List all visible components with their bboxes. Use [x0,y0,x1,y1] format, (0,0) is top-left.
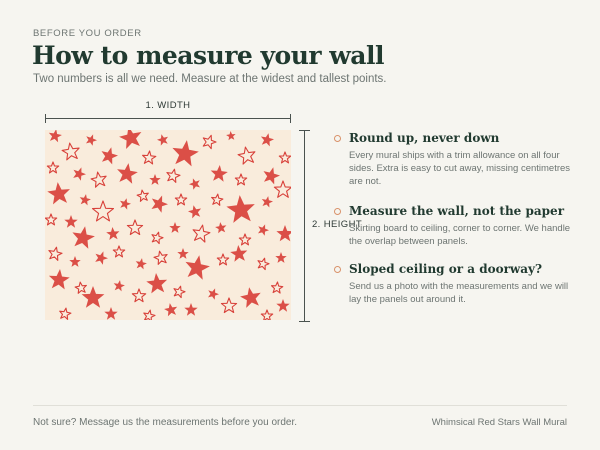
filled-star-icon [157,134,168,145]
filled-star-icon [102,147,119,164]
height-dimension [298,130,312,322]
tip-title: Measure the wall, not the paper [349,204,565,218]
filled-star-icon [119,130,141,149]
outline-star-icon [127,220,142,235]
filled-star-icon [106,227,119,240]
filled-star-icon [47,182,70,204]
page-subtitle: Two numbers is all we need. Measure at the widest and tallest points. [33,73,387,85]
outline-star-icon [152,232,163,243]
outline-star-icon [175,194,186,205]
outline-star-icon [174,286,185,297]
filled-star-icon [184,303,197,316]
filled-star-icon [262,196,273,207]
filled-star-icon [188,205,201,218]
outline-star-icon [132,289,145,302]
filled-star-icon [49,130,62,142]
outline-star-icon [258,258,269,269]
filled-star-icon [261,133,274,146]
outline-star-icon [217,254,228,265]
filled-star-icon [186,255,210,280]
outline-star-icon [212,194,223,205]
filled-star-icon [95,251,108,264]
outline-star-icon [274,181,291,197]
filled-star-icon [120,198,131,209]
filled-star-icon [226,195,254,223]
filled-star-icon [49,269,70,289]
filled-star-icon [189,178,200,189]
outline-star-icon [137,190,148,201]
height-dimension-line [304,130,305,322]
filled-star-icon [172,140,198,166]
filled-star-icon [72,226,95,249]
filled-star-icon [152,196,169,213]
tip-title: Sloped ceiling or a doorway? [349,262,543,276]
filled-star-icon [208,288,219,299]
filled-star-icon [276,225,291,241]
outline-star-icon [238,147,255,164]
outline-star-icon [235,174,246,185]
filled-star-icon [240,287,261,308]
mural-preview-image [45,130,291,320]
page-title: How to measure your wall [32,41,385,70]
filled-star-icon [146,273,167,293]
outline-star-icon [47,162,58,173]
filled-star-icon [230,245,247,262]
filled-star-icon [69,256,80,267]
measuring-tips [334,130,574,306]
outline-star-icon [272,282,283,293]
tip-body: Every mural ships with a trim allowance on all four sides. Extra is easy to cut away, missing centimetres are not. [349,150,571,187]
filled-star-icon [276,299,289,312]
bullet-icon [334,208,341,215]
height-label: 2. HEIGHT [312,219,363,230]
filled-star-icon [215,222,226,233]
tip-measure-wall [334,204,574,248]
outline-star-icon [261,310,272,320]
filled-star-icon [211,165,228,182]
filled-star-icon [149,174,160,185]
filled-star-icon [164,303,177,316]
outline-star-icon [144,310,155,320]
outline-star-icon [143,151,156,164]
stars-pattern [45,130,291,320]
outline-star-icon [45,214,56,225]
filled-star-icon [177,248,188,259]
tip-title: Round up, never down [349,131,500,145]
width-dimension-line [45,118,291,119]
filled-star-icon [258,224,269,235]
height-tick-top [299,130,310,131]
outline-star-icon [221,298,236,313]
eyebrow-label: BEFORE YOU ORDER [33,28,142,39]
filled-star-icon [169,222,180,233]
outline-star-icon [93,201,114,221]
filled-star-icon [80,194,91,205]
width-tick-left [45,114,46,123]
footer-help-text: Not sure? Message us the measurements before you order. [33,417,298,428]
width-dimension [45,96,291,122]
tip-body: Send us a photo with the measurements and we will lay the panels out around it. [349,281,569,305]
tip-sloped-ceiling [334,262,574,306]
filled-star-icon [264,167,281,184]
filled-star-icon [136,258,147,269]
filled-star-icon [117,163,138,184]
outline-star-icon [279,152,290,163]
outline-star-icon [113,246,124,257]
width-tick-right [290,114,291,123]
outline-star-icon [75,282,86,293]
bullet-icon [334,266,341,273]
filled-star-icon [73,167,86,180]
tip-body: Skirting board to ceiling, corner to corner. We handle the overlap between panels. [349,223,571,247]
outline-star-icon [203,135,216,148]
filled-star-icon [104,307,117,320]
outline-star-icon [239,234,250,245]
width-label: 1. WIDTH [145,100,191,111]
filled-star-icon [64,215,77,228]
filled-star-icon [86,134,97,145]
height-tick-bottom [299,321,310,322]
tip-round-up [334,131,574,188]
filled-star-icon [82,286,105,308]
filled-star-icon [275,252,286,263]
outline-star-icon [193,225,210,242]
outline-star-icon [167,169,180,182]
outline-star-icon [62,143,79,160]
footer-product-name: Whimsical Red Stars Wall Mural [431,417,567,428]
footer-divider [33,405,567,406]
filled-star-icon [114,280,125,291]
bullet-icon [334,135,341,142]
outline-star-icon [154,251,167,264]
outline-star-icon [60,308,71,319]
filled-star-icon [226,131,236,140]
outline-star-icon [91,172,106,187]
outline-star-icon [49,247,62,260]
